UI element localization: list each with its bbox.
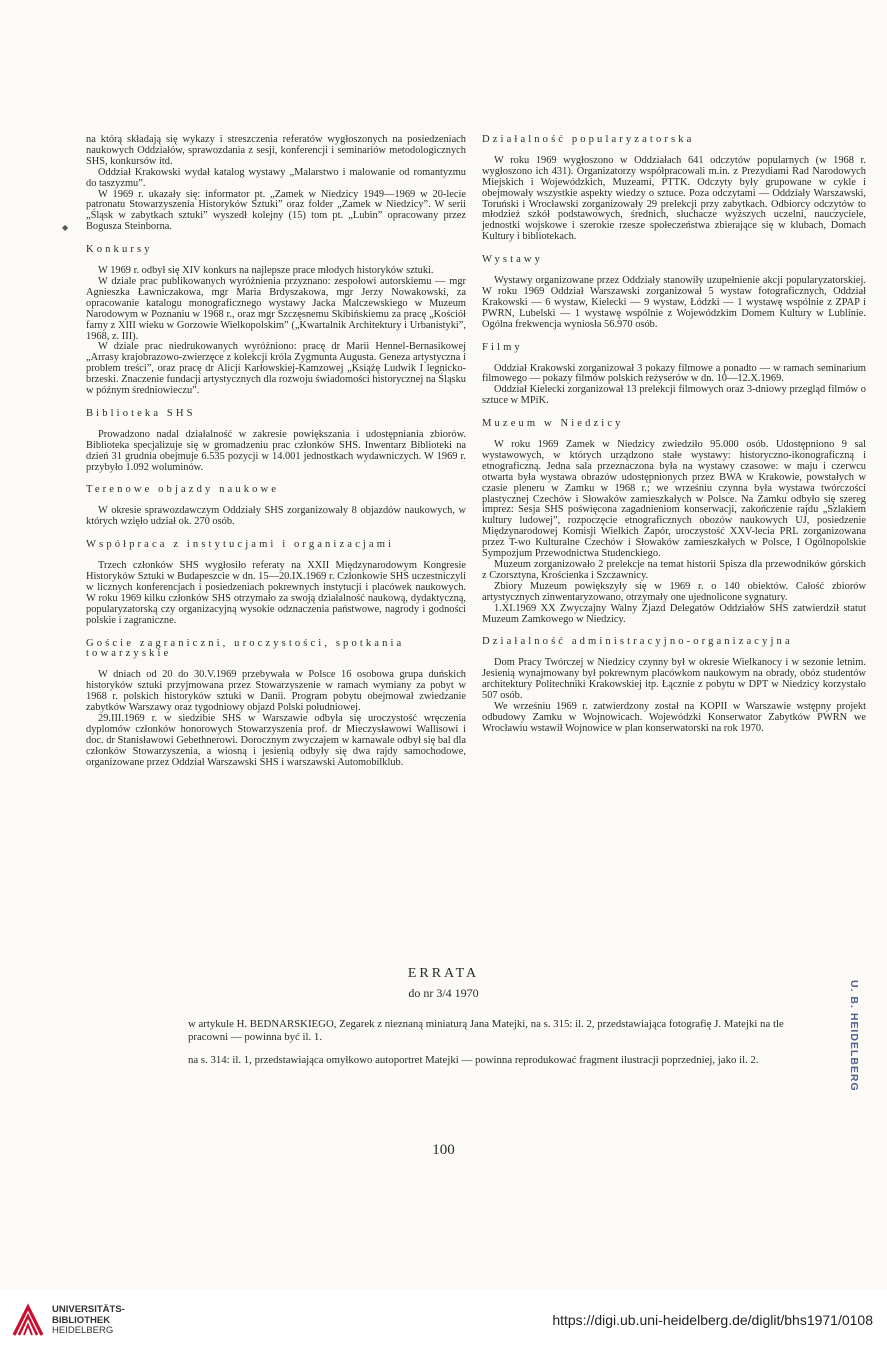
library-name-line: HEIDELBERG <box>52 1325 114 1336</box>
paragraph: Wystawy organizowane przez Oddziały stanowiły uzupełnienie akcji popularyzatorskiej. W roku 1969 Oddział Warszawski zorganizował 5 wystaw fotograficznych, Oddział Krakowski — 6 wystaw, Kielecki — 9 wystaw, Łódzki — 1 wystawę wspólnie z ZPAP i PWRN, Lubelski — 1 wystawę wspólnie z Wojewódzkim Domem Kultury w Lublinie. Ogólna frekwencja wyniosła 56.970 osób. <box>482 275 866 330</box>
paragraph: W roku 1969 wygłoszono w Oddziałach 641 odczytów popularnych (w 1968 r. wygłoszono ich 431). Organizatorzy współpracowali m.in. z Prezydiami Rad Narodowych Miejskich i Wojewódzkich, Muzeami, PTTK. Odczyty były grupowane w cykle i obejmowały wszystkie aspekty wiedzy o sztuce. Poza odczytami — Oddziały Warszawski, Toruński i Wrocławski zorganizowały 29 prelekcji przy zabytkach. Odbiorcy odczytów to młodzież szkół podstawowych, średnich, słuchacze wyższych uczelni, nauczyciele, jednostki wojskowe i szerokie rzesze społeczeństwa zbierające się w klubach, Domach Kultury i bibliotekach. <box>482 154 866 243</box>
paragraph: 29.III.1969 r. w siedzibie SHS w Warszawie odbyła się uroczystość wręczenia dyplomów członków honorowych Stowarzyszenia prof. dr Mieczysławowi Wallisowi i doc. dr Stanisławowi Gebethnerowi. Dorocznym zwyczajem w karnawale odbył się bal dla członków Stowarzyszenia, a wiosną i jesienią odbyły się dwa rajdy samochodowe, organizowane przez Oddział Warszawski SHS i warszawski Automobilklub. <box>86 712 466 768</box>
errata-entry: w artykule H. BEDNARSKIEGO, Zegarek z nieznaną miniaturą Jana Matejki, na s. 315: il. 2, przedstawiająca fotografię J. Matejki na tle pracowni — powinna być il. 1. <box>188 1018 784 1043</box>
errata-subtitle: do nr 3/4 1970 <box>408 986 479 1000</box>
paragraph: Muzeum zorganizowało 2 prelekcje na temat historii Spisza dla przewodników górskich z Czorsztyna, Krościenka i Szczawnicy. <box>482 559 866 581</box>
left-column <box>86 135 466 769</box>
library-name-line: UNIVERSITÄTS- <box>52 1304 125 1315</box>
errata-title: ERRATA <box>407 966 480 981</box>
section-heading-muzeum: Muzeum w Niedzicy <box>482 418 624 430</box>
paragraph: W dziale prac publikowanych wyróżnienia przyznano: zespołowi autorskiemu — mgr Agnieszka Ławniczakowa, mgr Maria Brdyszakowa, mgr Jerzy Nowakowski, za opracowanie katalogu monograficznego wystawy Jacka Malczewskiego w Muzeum Narodowym w Poznaniu w 1968 r., oraz mgr Szczęsnemu Skibińskiemu za pracę „Kościół farny z XIII wieku w Gorzowie Wielkopolskim” („Kwartalnik Architektury i Urbanistyki”, 1968, z. III). <box>86 275 466 342</box>
paragraph: W roku 1969 Zamek w Niedzicy zwiedziło 95.000 osób. Udostępniono 9 sal wystawowych, w których urządzono stałe wystawy: historyczno-ikonograficzną i etnograficzną. Jedna sala przeznaczona była na wystawy czasowe: w maju i czerwcu otwarta była wystawa obrazów udostępnionych przez BWA w Krakowie, powstałych w czasie pleneru w Zamku w 1968 r.; we wrześniu czynna była wystawa twórczości plastycznej Czechów i Słowaków zamieszkałych w Polsce. Na Zamku odbyło się szereg imprez: Sesja SHS poświęcona zagadnieniom konserwacji, zakończenie rajdu „Szlakiem kultury ludowej”, rozpoczęcie etnograficznych obozów naukowych UJ, posiedzenie Międzynarodowej Komisji Wielkich Zapór, uroczystość XXV-lecia PRL zorganizowana przez T-wo Kulturalne Czechów i Słowaków zamieszkałych w Polsce, I Ogólnopolskie Sympozjum Przewodnictwa Studenckiego. <box>482 439 866 560</box>
heidelberg-logo-icon[interactable] <box>10 1303 46 1339</box>
library-name-line: BIBLIOTHEK <box>52 1314 111 1326</box>
paragraph: Oddział Krakowski zorganizował 3 pokazy filmowe a ponadto — w ramach seminarium filmowego — pokazy filmów polskich reżyserów w dn. 10—12.X.1969. <box>482 362 866 385</box>
paragraph: W dziale prac niedrukowanych wyróżniono: pracę dr Marii Hennel-Bernasikowej „Arrasy krajobrazowo-zwierzęce z kolekcji króla Zygmunta Augusta. Geneza artystyczna i problem treści”, oraz pracę dr Alicji Karłowskiej-Kamzowej „Książę Ludwik I legnicko-brzeski. Znaczenie fundacji artystycznych dla rozwoju świadomości historycznej na Śląsku w późnym średniowieczu”. <box>86 341 466 397</box>
stamp-text: U. B. HEIDELBERG <box>848 980 860 1092</box>
margin-mark-icon: ◆ <box>62 223 69 232</box>
library-stamp <box>838 980 868 1120</box>
paragraph: Oddział Kielecki zorganizował 13 prelekcji filmowych oraz 3-dniowy przegląd filmów o sztuce w MPiK. <box>482 384 866 407</box>
section-heading-biblioteka: Biblioteka SHS <box>86 407 196 419</box>
section-heading-goscie: Goście zagraniczni, uroczystości, spotkania towarzyskie <box>86 637 405 660</box>
paragraph: Zbiory Muzeum powiększyły się w 1969 r. o 140 obiektów. Całość zbiorów artystycznych zinwentaryzowano, otrzymały one ujednolicone sygnatury. <box>482 580 866 603</box>
section-heading-konkursy: Konkursy <box>86 244 153 256</box>
permalink-url[interactable]: https://digi.ub.uni-heidelberg.de/diglit/bhs1971/0108 <box>552 1312 873 1328</box>
right-column <box>482 135 866 735</box>
paragraph: W 1969 r. ukazały się: informator pt. „Zamek w Niedzicy 1949—1969 w 20-lecie patronatu Stowarzyszenia Historyków Sztuki” oraz folder „Zamek w Niedzicy”. W serii „Śląsk w zabytkach sztuki” wyszedł kolejny (15) tom pt. „Lubin” opracowany przez Bogusza Steinborna. <box>86 188 466 233</box>
paragraph: W dniach od 20 do 30.V.1969 przebywała w Polsce 16 osobowa grupa duńskich historyków sztuki przyjmowana przez Stowarzyszenie w ramach wymiany za pobyt w 1968 r. polskich historyków sztuki w Danii. Program pobytu obejmował zwiedzanie zabytków Warszawy oraz tygodniowy objazd Polski południowej. <box>86 669 466 714</box>
section-heading-wystawy: Wystawy <box>482 254 544 266</box>
paragraph: Prowadzono nadal działalność w zakresie powiększania i udostępniania zbiorów. Biblioteka specjalizuje się w gromadzeniu prac członków SHS. Inwentarz Biblioteki na dzień 31 grudnia obejmuje 6.535 pozycji w 14.001 jednostkach wydawniczych. W 1969 r. przybyło 1.092 woluminów. <box>86 428 466 473</box>
section-heading-administracyjna: Działalność administracyjno-organizacyjna <box>482 636 793 648</box>
paragraph: W 1969 r. odbył się XIV konkurs na najlepsze prace młodych historyków sztuki. <box>98 265 434 277</box>
paragraph: W okresie sprawozdawczym Oddziały SHS zorganizowały 8 objazdów naukowych, w których wzięło udział ok. 270 osób. <box>86 505 466 528</box>
section-heading-filmy: Filmy <box>482 341 523 353</box>
viewer-footer <box>0 1290 887 1357</box>
library-name <box>52 1305 125 1337</box>
errata-entry: na s. 314: il. 1, przedstawiająca omyłkowo autoportret Matejki — powinna reprodukować fragment ilustracji poprzedniej, jako il. 2. <box>188 1054 759 1066</box>
paragraph: na którą składają się wykazy i streszczenia referatów wygłoszonych na posiedzeniach naukowych Oddziałów, sprawozdania z sesji, konferencji i seminariów metodologicznych SHS, konkursów itd. <box>86 134 466 167</box>
paragraph: We wrześniu 1969 r. zatwierdzony został na KOPII w Warszawie wstępny projekt odbudowy Zamku w Wojnowicach. Wojewódzki Konserwator Zabytków PWRN we Wrocławiu wstawił Wojnowice w plan konserwatorski na rok 1970. <box>482 700 866 734</box>
paragraph: Trzech członków SHS wygłosiło referaty na XXII Międzynarodowym Kongresie Historyków Sztuki w Budapeszcie w dn. 15—20.IX.1969 r. Członkowie SHS uczestniczyli w licznych konferencjach i posiedzeniach pokrewnych instytucji i placówek naukowych. W roku 1969 kilku członków SHS otrzymało za swoją działalność naukową, dydaktyczną, popularyzatorską czy organizacyjną wysokie odznaczenia państwowe, nagrody i godności polskie i zagraniczne. <box>86 560 466 626</box>
paragraph: Oddział Krakowski wydał katalog wystawy „Malarstwo i malowanie od romantyzmu do taszyzmu”. <box>86 166 466 189</box>
section-heading-wspolpraca: Współpraca z instytucjami i organizacjami <box>86 539 395 551</box>
section-heading-objazdy: Terenowe objazdy naukowe <box>86 484 280 496</box>
section-heading-popularyzatorska: Działalność popularyzatorska <box>482 134 695 145</box>
page-number: 100 <box>432 1142 455 1158</box>
paragraph: 1.XI.1969 XX Zwyczajny Walny Zjazd Delegatów Oddziałów SHS zatwierdził statut Muzeum Zamkowego w Niedzicy. <box>482 602 866 625</box>
paragraph: Dom Pracy Twórczej w Niedzicy czynny był w okresie Wielkanocy i w sezonie letnim. Jesienią wynajmowany był pokrewnym placówkom naukowym na obrady, obóz studentów architektury Politechniki Krakowskiej itp. Łącznie z pobytu w DPT w Niedzicy korzystało 507 osób. <box>482 657 866 702</box>
